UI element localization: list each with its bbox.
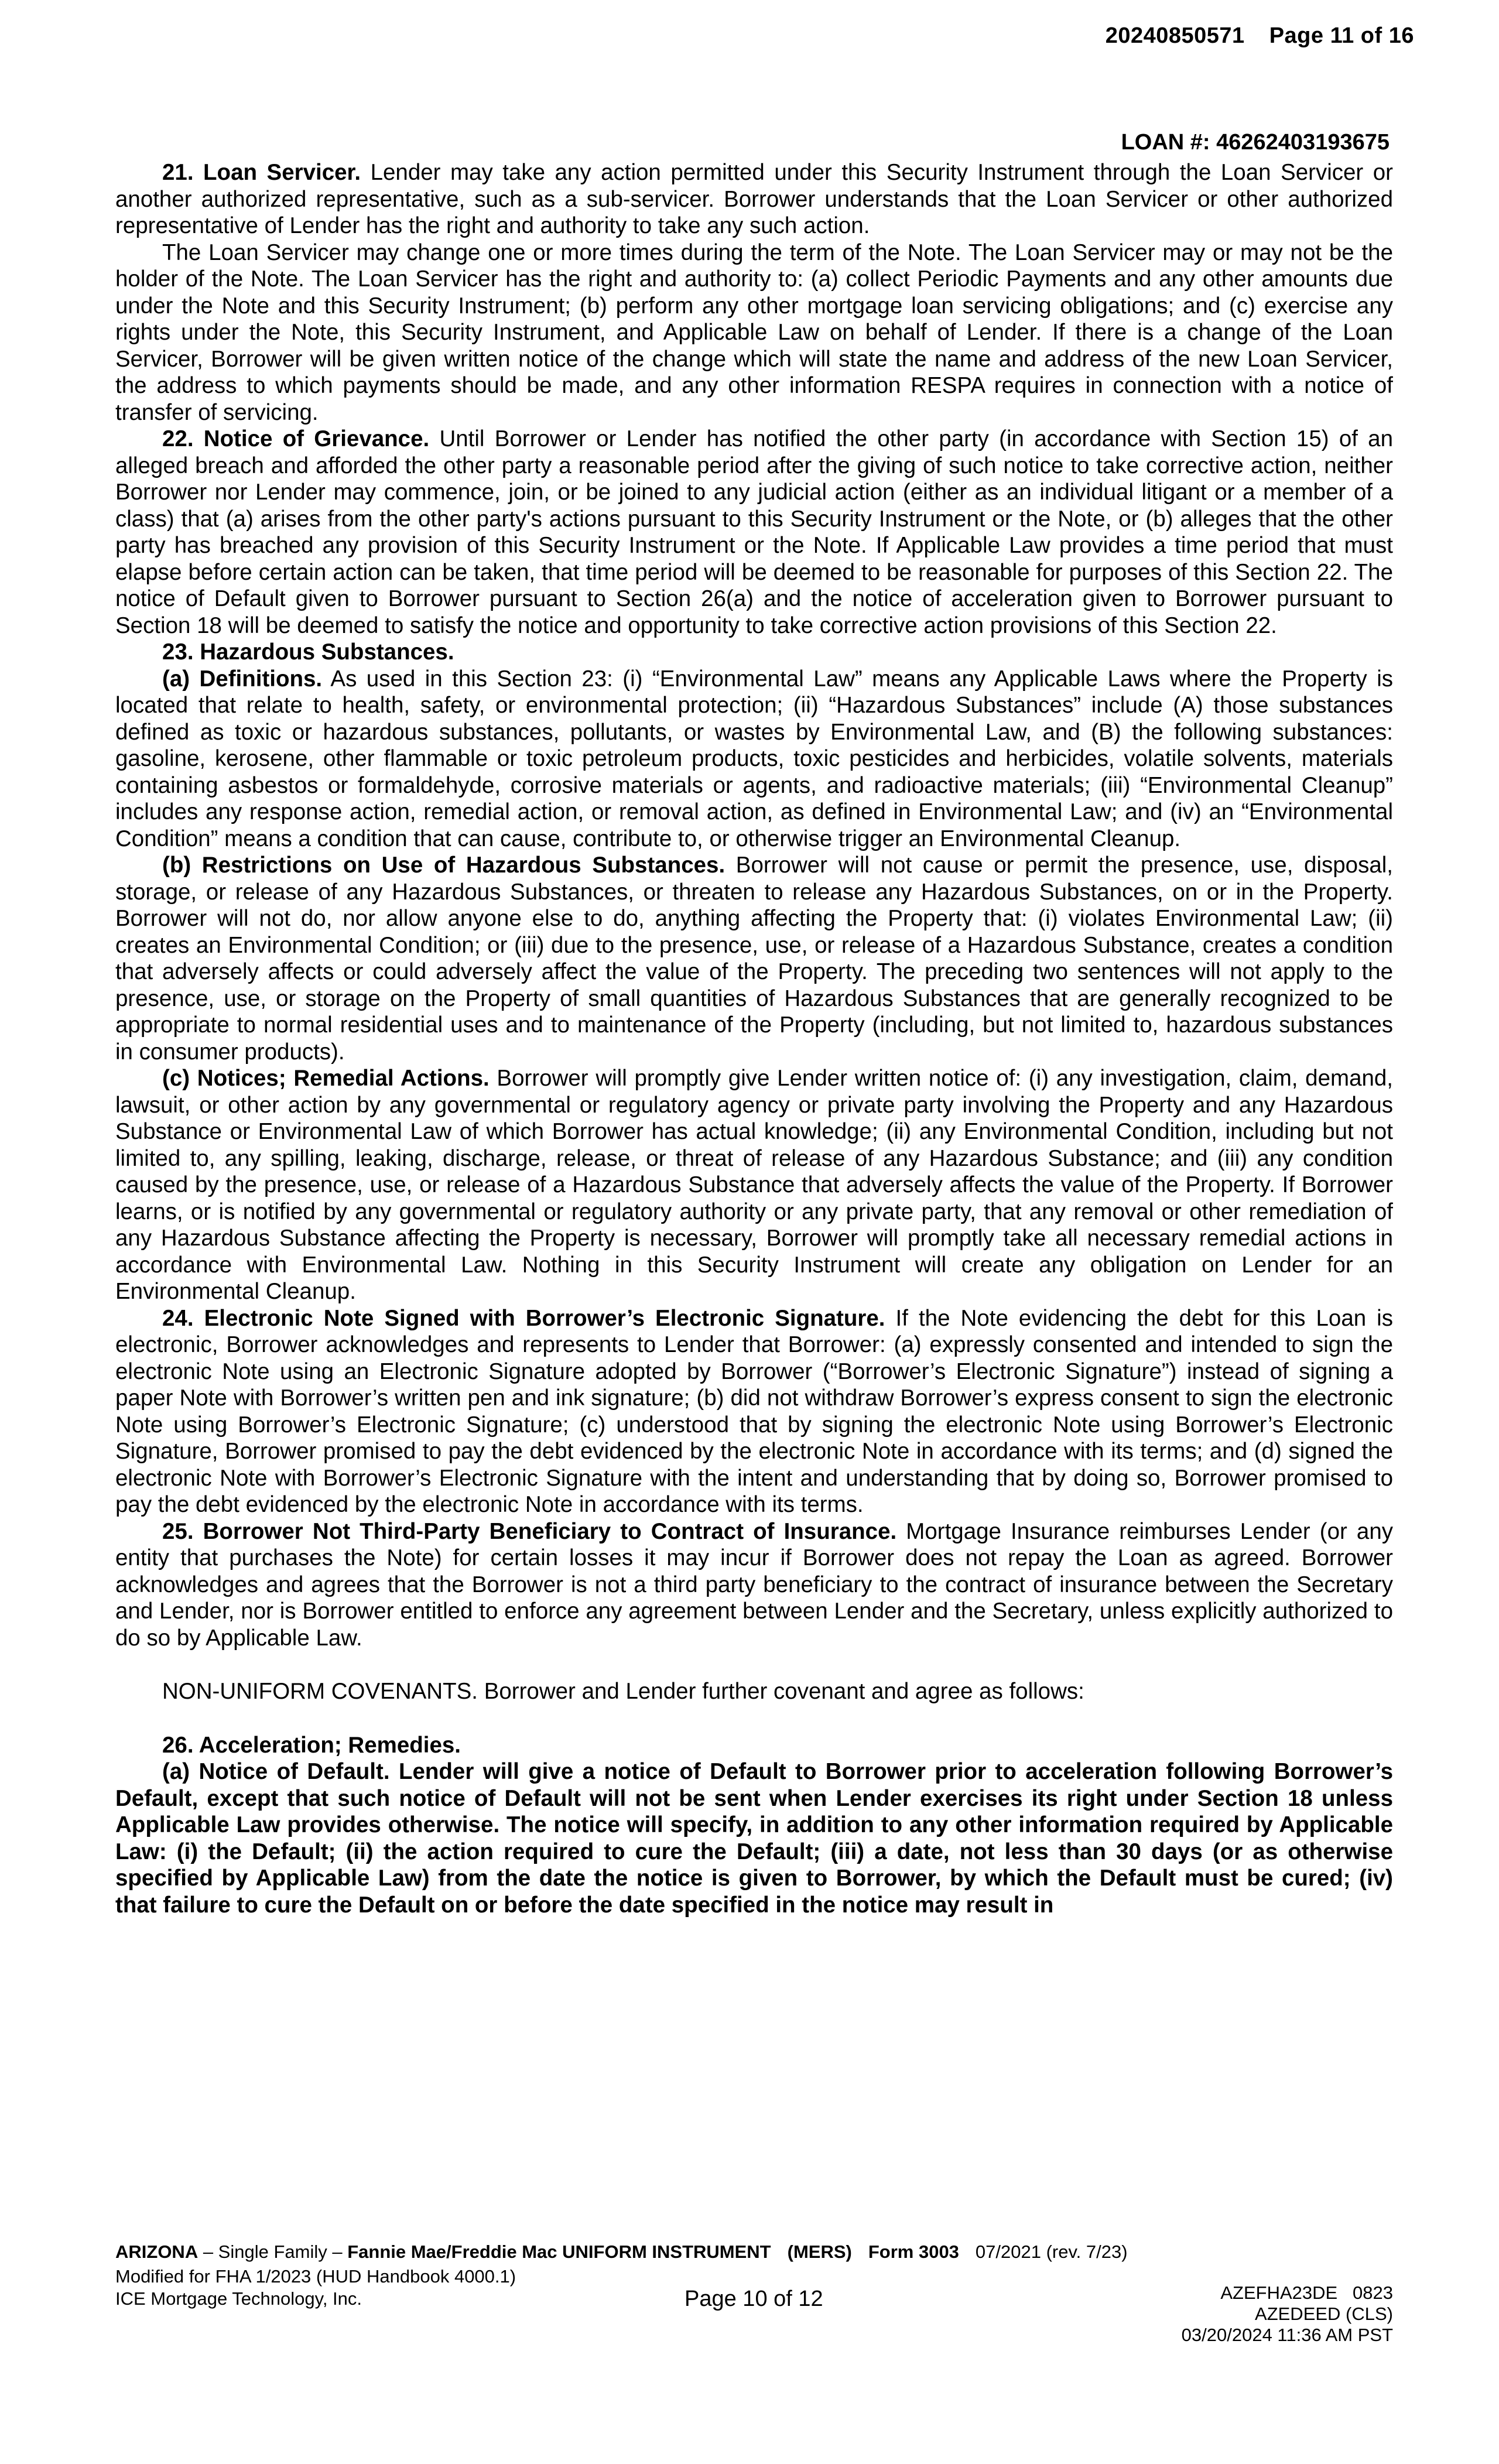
section-22 — [115, 426, 1393, 639]
section-21 — [115, 159, 1393, 239]
section-text: Borrower will promptly give Lender written notice of: (i) any investigation, claim, demand, lawsuit, or other action by any governmental or regulatory agency or private party involving the Property and any Hazardous Substance or Environmental Law of which Borrower has actual knowledge; (ii) any Environmental Condition, including but not limited to, any spilling, leaking, discharge, release, or threat of release of any Hazardous Substance; and (iii) any condition caused by the presence, use, or release of a Hazardous Substance that adversely affects the value of the Property. If Borrower learns, or is notified by any governmental or regulatory authority or any private party, that any removal or other remediation of any Hazardous Substance affecting the Property is necessary, Borrower will promptly take all necessary remedial actions in accordance with Environmental Law. Nothing in this Security Instrument will create any obligation on Lender for an Environmental Cleanup. — [115, 1066, 1394, 1304]
footer-form: Form 3003 — [868, 2241, 959, 2262]
section-23b — [115, 852, 1393, 1065]
section-23c — [115, 1065, 1393, 1305]
section-heading: 22. Notice of Grievance. — [162, 426, 430, 451]
footer-code-2: AZEDEED (CLS) — [1255, 2304, 1393, 2324]
page-footer — [115, 2241, 1393, 2417]
section-26 — [115, 1732, 1393, 1759]
section-text: NON-UNIFORM COVENANTS. Borrower and Lender further covenant and agree as follows: — [162, 1679, 1084, 1704]
footer-modified: Modified for FHA 1/2023 (HUD Handbook 4000.1) — [115, 2266, 516, 2287]
footer-page-number: Page 10 of 12 — [685, 2287, 823, 2311]
document-number: 20240850571 — [1105, 23, 1245, 48]
section-heading: 26. Acceleration; Remedies. — [162, 1732, 461, 1758]
section-23a — [115, 666, 1393, 853]
form-identifier — [115, 2241, 1128, 2263]
barcode-image — [843, 2325, 1022, 2400]
section-text: Lender may take any action permitted under this Security Instrument through the Loan Servicer or another authorized representative, such as a sub-servicer. Borrower understands that the Loan Servicer or other authorized representative of Lender has the right and authority to take any such action. — [115, 160, 1393, 238]
footer-dash: – Single Family – — [198, 2241, 348, 2262]
section-21-continued — [115, 239, 1393, 426]
section-text: The Loan Servicer may change one or more times during the term of the Note. The Loan Servicer may or may not be the holder of the Note. The Loan Servicer has the right and authority to: (a) collect Periodic Payments and any other amounts due under the Note and this Security Instrument; (b) perform any other mortgage loan servicing obligations; and (c) exercise any rights under the Note, this Security Instrument, and Applicable Law on behalf of Lender. If there is a change of the Loan Servicer, Borrower will be given written notice of the change which will state the name and address of the new Loan Servicer, the address to which payments should be made, and any other information RESPA requires in connection with a notice of transfer of servicing. — [115, 239, 1393, 425]
section-23 — [115, 639, 1393, 666]
section-text: (a) Notice of Default. Lender will give a notice of Default to Borrower prior to acceleration following Borrower’s Default, except that such notice of Default will not be sent when Lender exercises its right under Section 18 unless Applicable Law provides otherwise. The notice will specify, in addition to any other information required by Applicable Law: (i) the Default; (ii) the action required to cure the Default; (iii) a date, not less than 30 days (or as otherwise specified by Applicable Law) from the date the notice is given to Borrower, by which the Default must be cured; (iv) that failure to cure the Default on or before the date specified in the notice may result in — [115, 1759, 1393, 1918]
document-body — [115, 159, 1393, 1918]
section-24 — [115, 1305, 1393, 1518]
footer-timestamp: 03/20/2024 11:36 AM PST — [1181, 2325, 1393, 2345]
footer-mers: (MERS) — [787, 2241, 852, 2262]
section-heading: 21. Loan Servicer. — [162, 160, 361, 185]
section-heading: 23. Hazardous Substances. — [162, 639, 454, 665]
section-25 — [115, 1518, 1393, 1652]
section-heading: (b) Restrictions on Use of Hazardous Substances. — [162, 853, 725, 878]
non-uniform-covenants — [115, 1678, 1393, 1705]
footer-codes — [1182, 2282, 1393, 2346]
footer-company: ICE Mortgage Technology, Inc. — [115, 2288, 362, 2309]
section-text: Borrower will not cause or permit the presence, use, disposal, storage, or release of any Hazardous Substances, or threaten to release any Hazardous Substances, on or in the Property. Borrower will not do, nor allow anyone else to do, anything affecting the Property that: (i) violates Environmental Law; (ii) creates an Environmental Condition; or (iii) due to the presence, use, or release of a Hazardous Substance, creates a condition that adversely affects or could adversely affect the value of the Property. The preceding two sentences will not apply to the presence, use, or storage on the Property of small quantities of Hazardous Substances that are generally recognized to be appropriate to normal residential uses and to maintenance of the Property (including, but not limited to, hazardous substances in consumer products). — [115, 853, 1393, 1065]
page-of-label: Page 11 of 16 — [1269, 23, 1414, 48]
loan-number: LOAN #: 46262403193675 — [1121, 130, 1390, 155]
footer-instrument: Fannie Mae/Freddie Mac UNIFORM INSTRUMENT — [347, 2241, 771, 2262]
footer-state: ARIZONA — [115, 2241, 199, 2262]
section-text: As used in this Section 23: (i) “Environmental Law” means any Applicable Laws where the Property is located that relate to health, safety, or environmental protection; (ii) “Hazardous Substances” include (A) those substances defined as toxic or hazardous substances, pollutants, or wastes by Environmental Law, and (B) the following substances: gasoline, kerosene, other flammable or toxic petroleum products, toxic pesticides and herbicides, volatile solvents, materials containing asbestos or formaldehyde, corrosive materials or agents, and radioactive materials; (iii) “Environmental Cleanup” includes any response action, remedial action, or removal action, as defined in Environmental Law; and (iv) an “Environmental Condition” means a condition that can cause, contribute to, or otherwise trigger an Environmental Cleanup. — [115, 666, 1393, 851]
section-heading: (c) Notices; Remedial Actions. — [162, 1066, 490, 1091]
section-heading: 25. Borrower Not Third-Party Beneficiary to Contract of Insurance. — [162, 1518, 897, 1544]
recording-header — [1106, 23, 1414, 49]
section-text: If the Note evidencing the debt for this Loan is electronic, Borrower acknowledges and represents to Lender that Borrower: (a) expressly consented and intended to sign the electronic Note using an Electronic Signature adopted by Borrower (“Borrower’s Electronic Signature”) instead of signing a paper Note with Borrower’s written pen and ink signature; (b) did not withdraw Borrower’s express consent to sign the electronic Note using Borrower’s Electronic Signature; (c) understood that by signing the electronic Note using Borrower’s Electronic Signature, Borrower promised to pay the debt evidenced by the electronic Note in accordance with its terms; and (d) signed the electronic Note with Borrower’s Electronic Signature with the intent and understanding that by doing so, Borrower promised to pay the debt evidenced by the electronic Note in accordance with its terms. — [115, 1305, 1393, 1517]
section-heading: 24. Electronic Note Signed with Borrower’s Electronic Signature. — [162, 1305, 885, 1331]
section-text: Until Borrower or Lender has notified the other party (in accordance with Section 15) of an alleged breach and afforded the other party a reasonable period after the giving of such notice to take corrective action, neither Borrower nor Lender may commence, join, or be joined to any judicial action (either as an individual litigant or a member of a class) that (a) arises from the other party's actions pursuant to this Security Instrument or the Note, or (b) alleges that the other party has breached any provision of this Security Instrument or the Note. If Applicable Law provides a time period that must elapse before certain action can be taken, that time period will be deemed to be reasonable for purposes of this Section 22. The notice of Default given to Borrower pursuant to Section 26(a) and the notice of acceleration given to Borrower pursuant to Section 18 will be deemed to satisfy the notice and opportunity to take corrective action provisions of this Section 22. — [115, 426, 1394, 638]
section-26a — [115, 1758, 1393, 1918]
section-heading: (a) Definitions. — [162, 666, 323, 692]
section-text: Mortgage Insurance reimburses Lender (or any entity that purchases the Note) for certain losses it may incur if Borrower does not repay the Loan as agreed. Borrower acknowledges and agrees that the Borrower is not a third party beneficiary to the contract of insurance between the Secretary and Lender, nor is Borrower entitled to enforce any agreement between Lender and the Secretary, unless explicitly authorized to do so by Applicable Law. — [115, 1518, 1394, 1651]
footer-code-1: AZEFHA23DE 0823 — [1220, 2282, 1393, 2303]
footer-form-date: 07/2021 (rev. 7/23) — [975, 2241, 1128, 2262]
